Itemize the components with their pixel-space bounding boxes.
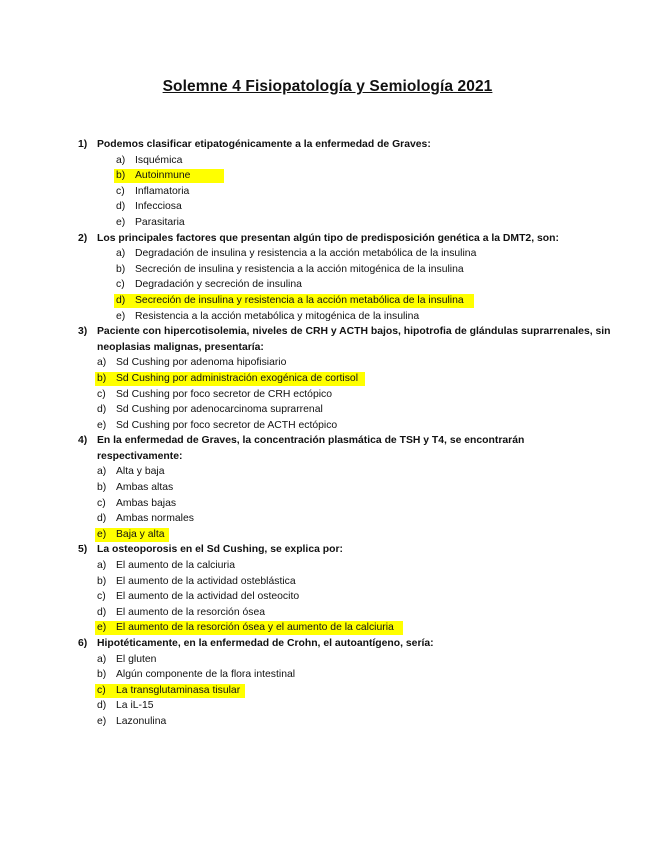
option-letter: b) — [97, 482, 107, 494]
option-text: Algún componente de la flora intestinal — [116, 669, 296, 681]
option-text: Lazonulina — [116, 715, 167, 727]
question-text — [76, 324, 616, 340]
option-e — [76, 418, 616, 434]
option-text: Infecciosa — [135, 201, 182, 213]
option-text: Ambas altas — [116, 482, 174, 494]
question-number: 1) — [78, 139, 88, 150]
question-3 — [76, 324, 616, 433]
option-letter: e) — [97, 622, 107, 634]
option-a — [76, 558, 616, 574]
option-e — [76, 714, 616, 730]
option-letter: a) — [97, 653, 107, 665]
option-letter: d) — [97, 513, 107, 525]
option-c — [76, 387, 616, 403]
option-letter: a) — [116, 248, 126, 260]
option-text: El aumento de la calciuria — [116, 560, 235, 572]
question-text — [76, 231, 616, 247]
option-text: Autoinmune — [135, 170, 191, 182]
question-text — [76, 137, 616, 153]
option-d — [76, 511, 616, 527]
option-text: Resistencia a la acción metabólica y mitogénica de la insulina — [135, 310, 420, 322]
option-b-correct — [76, 168, 616, 184]
question-5 — [76, 542, 616, 636]
option-letter: b) — [116, 263, 126, 275]
question-stem: respectivamente: — [97, 450, 183, 462]
question-2 — [76, 231, 616, 325]
option-text: El aumento de la actividad osteblástica — [116, 575, 296, 587]
option-list — [76, 464, 616, 542]
option-letter: e) — [116, 310, 126, 322]
option-letter: e) — [97, 715, 107, 727]
option-text: El aumento de la resorción ósea — [116, 606, 266, 618]
option-list — [76, 153, 616, 231]
option-letter: c) — [116, 185, 125, 197]
question-stem: Los principales factores que presentan algún tipo de predisposición genética a la DMT2, son: — [97, 232, 559, 244]
option-letter: a) — [97, 466, 107, 478]
option-text: Inflamatoria — [135, 185, 190, 197]
option-text: Ambas bajas — [116, 497, 177, 509]
option-e-correct — [76, 527, 616, 543]
option-d — [76, 199, 616, 215]
option-b — [76, 262, 616, 278]
option-c — [76, 277, 616, 293]
option-text: Sd Cushing por adenoma hipofisiario — [116, 357, 287, 369]
option-letter: e) — [116, 216, 126, 228]
option-text: Sd Cushing por administración exogénica de cortisol — [116, 372, 359, 384]
question-1 — [76, 137, 616, 231]
option-text: Sd Cushing por foco secretor de CRH ectópico — [116, 388, 333, 400]
option-letter: b) — [97, 372, 107, 384]
option-b — [76, 574, 616, 590]
question-text — [76, 433, 616, 449]
option-text: El aumento de la actividad del osteocito — [116, 591, 300, 603]
option-d-correct — [76, 293, 616, 309]
option-d — [76, 402, 616, 418]
option-a — [76, 153, 616, 169]
option-letter: b) — [97, 575, 107, 587]
option-a — [76, 464, 616, 480]
option-d — [76, 698, 616, 714]
option-text: Ambas normales — [116, 513, 194, 525]
question-stem: Podemos clasificar etipatogénicamente a la enfermedad de Graves: — [97, 139, 431, 150]
question-6 — [76, 636, 616, 730]
option-letter: e) — [97, 419, 107, 431]
option-letter: d) — [97, 700, 107, 712]
option-text: Alta y baja — [116, 466, 165, 478]
option-letter: b) — [97, 669, 107, 681]
option-letter: c) — [97, 591, 106, 603]
question-stem: La osteoporosis en el Sd Cushing, se explica por: — [97, 544, 343, 556]
option-letter: d) — [97, 404, 107, 416]
question-text — [76, 636, 616, 652]
question-list — [76, 137, 616, 730]
option-letter: a) — [116, 154, 126, 166]
option-text: Secreción de insulina y resistencia a la acción metabólica de la insulina — [135, 294, 464, 306]
question-text-continued — [76, 449, 616, 465]
option-letter: c) — [97, 388, 106, 400]
question-stem: neoplasias malignas, presentaría: — [97, 341, 264, 353]
option-text: La transglutaminasa tisular — [116, 684, 241, 696]
question-number: 6) — [78, 638, 88, 649]
question-number: 5) — [78, 544, 88, 556]
option-text: Isquémica — [135, 154, 183, 166]
option-c — [76, 589, 616, 605]
option-list — [76, 246, 616, 324]
question-text — [76, 542, 616, 558]
option-text: Sd Cushing por adenocarcinoma suprarrenal — [116, 404, 323, 416]
option-c — [76, 184, 616, 200]
option-a — [76, 246, 616, 262]
option-letter: b) — [116, 170, 126, 182]
option-letter: d) — [116, 294, 126, 306]
option-letter: c) — [116, 279, 125, 291]
option-text: El gluten — [116, 653, 157, 665]
option-text: El aumento de la resorción ósea y el aumento de la calciuria — [116, 622, 394, 634]
option-a — [76, 652, 616, 668]
option-letter: e) — [97, 528, 107, 540]
option-e — [76, 309, 616, 325]
question-number: 2) — [78, 232, 88, 244]
option-text: Degradación y secreción de insulina — [135, 279, 302, 291]
question-4 — [76, 433, 616, 542]
option-e-correct — [76, 620, 616, 636]
option-letter: d) — [97, 606, 107, 618]
option-text: Baja y alta — [116, 528, 165, 540]
option-b — [76, 480, 616, 496]
option-letter: d) — [116, 201, 126, 213]
question-stem: Hipotéticamente, en la enfermedad de Crohn, el autoantígeno, sería: — [97, 638, 434, 649]
option-list — [76, 355, 616, 433]
option-letter: a) — [97, 560, 107, 572]
question-text-continued — [76, 340, 616, 356]
option-text: Parasitaria — [135, 216, 185, 228]
page-title: Solemne 4 Fisiopatología y Semiología 2021 — [162, 78, 493, 95]
option-e — [76, 215, 616, 231]
option-b-correct — [76, 371, 616, 387]
option-letter: c) — [97, 684, 106, 696]
option-text: Sd Cushing por foco secretor de ACTH ectópico — [116, 419, 338, 431]
option-text: La iL-15 — [116, 700, 154, 712]
option-letter: c) — [97, 497, 106, 509]
option-b — [76, 667, 616, 683]
option-d — [76, 605, 616, 621]
question-stem: En la enfermedad de Graves, la concentración plasmática de TSH y T4, se encontrarán — [97, 435, 525, 447]
option-list — [76, 558, 616, 636]
option-c-correct — [76, 683, 616, 699]
question-number: 3) — [78, 326, 88, 338]
question-number: 4) — [78, 435, 88, 447]
option-text: Secreción de insulina y resistencia a la acción mitogénica de la insulina — [135, 263, 464, 275]
option-list — [76, 652, 616, 730]
option-letter: a) — [97, 357, 107, 369]
option-a — [76, 355, 616, 371]
question-stem: Paciente con hipercotisolemia, niveles de CRH y ACTH bajos, hipotrofia de glándulas suprarrenales, sin — [97, 326, 611, 338]
option-text: Degradación de insulina y resistencia a la acción metabólica de la insulina — [135, 248, 477, 260]
option-c — [76, 496, 616, 512]
